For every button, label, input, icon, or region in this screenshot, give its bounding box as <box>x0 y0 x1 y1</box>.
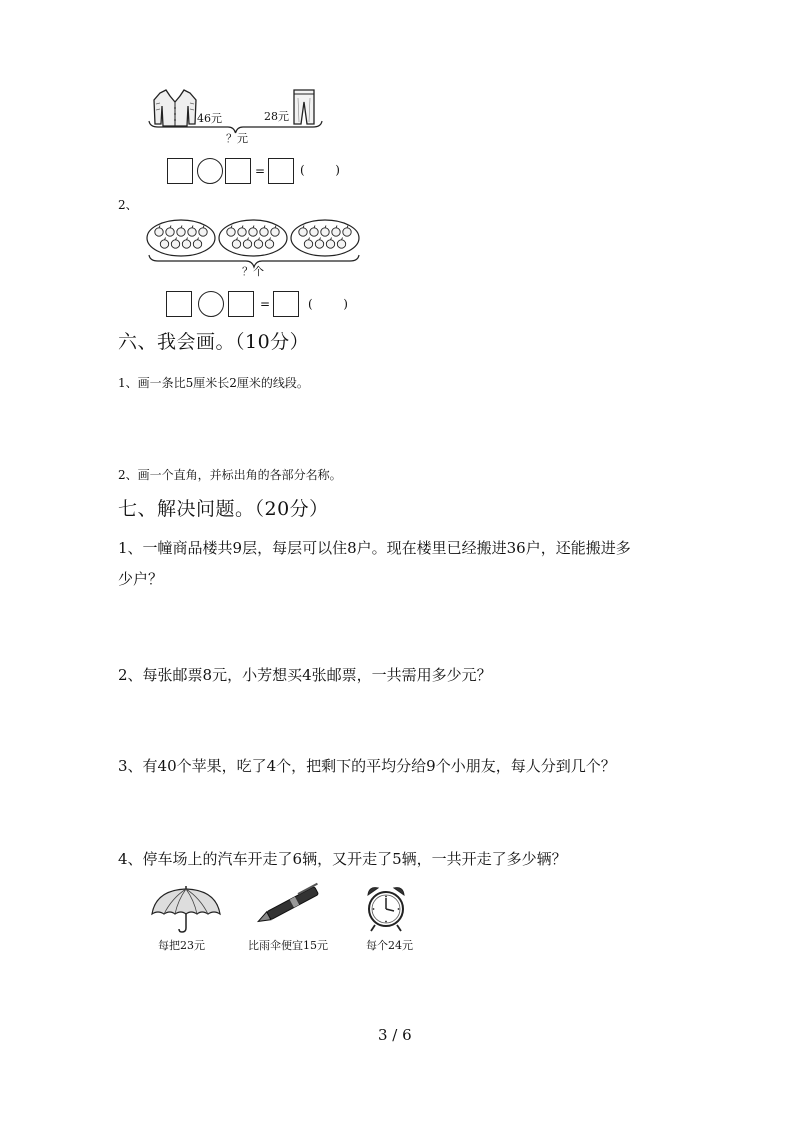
answer-box-5[interactable] <box>228 291 254 317</box>
unit-answer-blank[interactable]: ( ) <box>300 163 340 177</box>
section-6-question-2: 2、画一个直角，并标出角的各部分名称。 <box>118 468 342 482</box>
pen-price-label: 比雨伞便宜15元 <box>248 939 328 952</box>
apple-icon <box>254 240 262 248</box>
answer-box-2[interactable] <box>225 158 251 184</box>
operator-circle[interactable] <box>197 158 223 184</box>
apple-icon <box>310 228 318 236</box>
apple-icon <box>188 228 196 236</box>
equals-sign-2: = <box>260 297 271 311</box>
apple-icon <box>160 240 168 248</box>
umbrella-icon <box>150 884 222 934</box>
apple-icon <box>177 228 185 236</box>
apple-icon <box>332 228 340 236</box>
page-number: 3 / 6 <box>378 1026 412 1044</box>
pen-icon <box>252 882 332 926</box>
apples-total-label: ？个 <box>242 265 264 278</box>
section-6-heading: 六、我会画。（10分） <box>118 331 310 353</box>
apple-icon <box>182 240 190 248</box>
section-7-question-3: 3、有40个苹果，吃了4个，把剩下的平均分给9个小朋友，每人分到几个？ <box>118 757 616 775</box>
equals-sign: = <box>255 164 266 178</box>
section-7-question-2: 2、每张邮票8元，小芳想买4张邮票，一共需用多少元？ <box>118 666 492 684</box>
apple-icon <box>238 228 246 236</box>
apple-icon <box>199 228 207 236</box>
apple-icon <box>166 228 174 236</box>
clock-price-label: 每个24元 <box>366 939 413 952</box>
section-7-question-4: 4、停车场上的汽车开走了6辆，又开走了5辆，一共开走了多少辆？ <box>118 850 567 868</box>
apple-icon <box>260 228 268 236</box>
problem-2-number: 2、 <box>118 198 138 212</box>
apple-icon <box>337 240 345 248</box>
apple-icon <box>232 240 240 248</box>
apple-icon <box>315 240 323 248</box>
apple-icon <box>243 240 251 248</box>
unit-answer-blank-2[interactable]: ( ) <box>308 297 348 311</box>
section-7-question-1-line-1: 1、一幢商品楼共9层，每层可以住8户。现在楼里已经搬进36户，还能搬进多 <box>118 539 631 557</box>
answer-box-4[interactable] <box>166 291 192 317</box>
section-7-question-1-line-2: 少户？ <box>118 570 164 588</box>
answer-box-6[interactable] <box>273 291 299 317</box>
operator-circle-2[interactable] <box>198 291 224 317</box>
apple-icon <box>299 228 307 236</box>
umbrella-price-label: 每把23元 <box>158 939 205 952</box>
apple-icon <box>155 228 163 236</box>
apple-icon <box>271 228 279 236</box>
section-7-heading: 七、解决问题。（20分） <box>118 498 329 520</box>
section-6-question-1: 1、画一条比5厘米长2厘米的线段。 <box>118 376 309 390</box>
apple-icon <box>326 240 334 248</box>
apple-icon <box>227 228 235 236</box>
alarm-clock-icon <box>363 884 409 934</box>
pants-price: 28元 <box>264 110 289 123</box>
jacket-price: 46元 <box>197 112 222 125</box>
answer-box-1[interactable] <box>167 158 193 184</box>
apple-icon <box>304 240 312 248</box>
apple-icon <box>193 240 201 248</box>
clothes-total-label: ？元 <box>226 132 248 145</box>
answer-box-3[interactable] <box>268 158 294 184</box>
apple-icon <box>321 228 329 236</box>
apple-icon <box>171 240 179 248</box>
apple-icon <box>343 228 351 236</box>
apple-icon <box>249 228 257 236</box>
apple-icon <box>265 240 273 248</box>
